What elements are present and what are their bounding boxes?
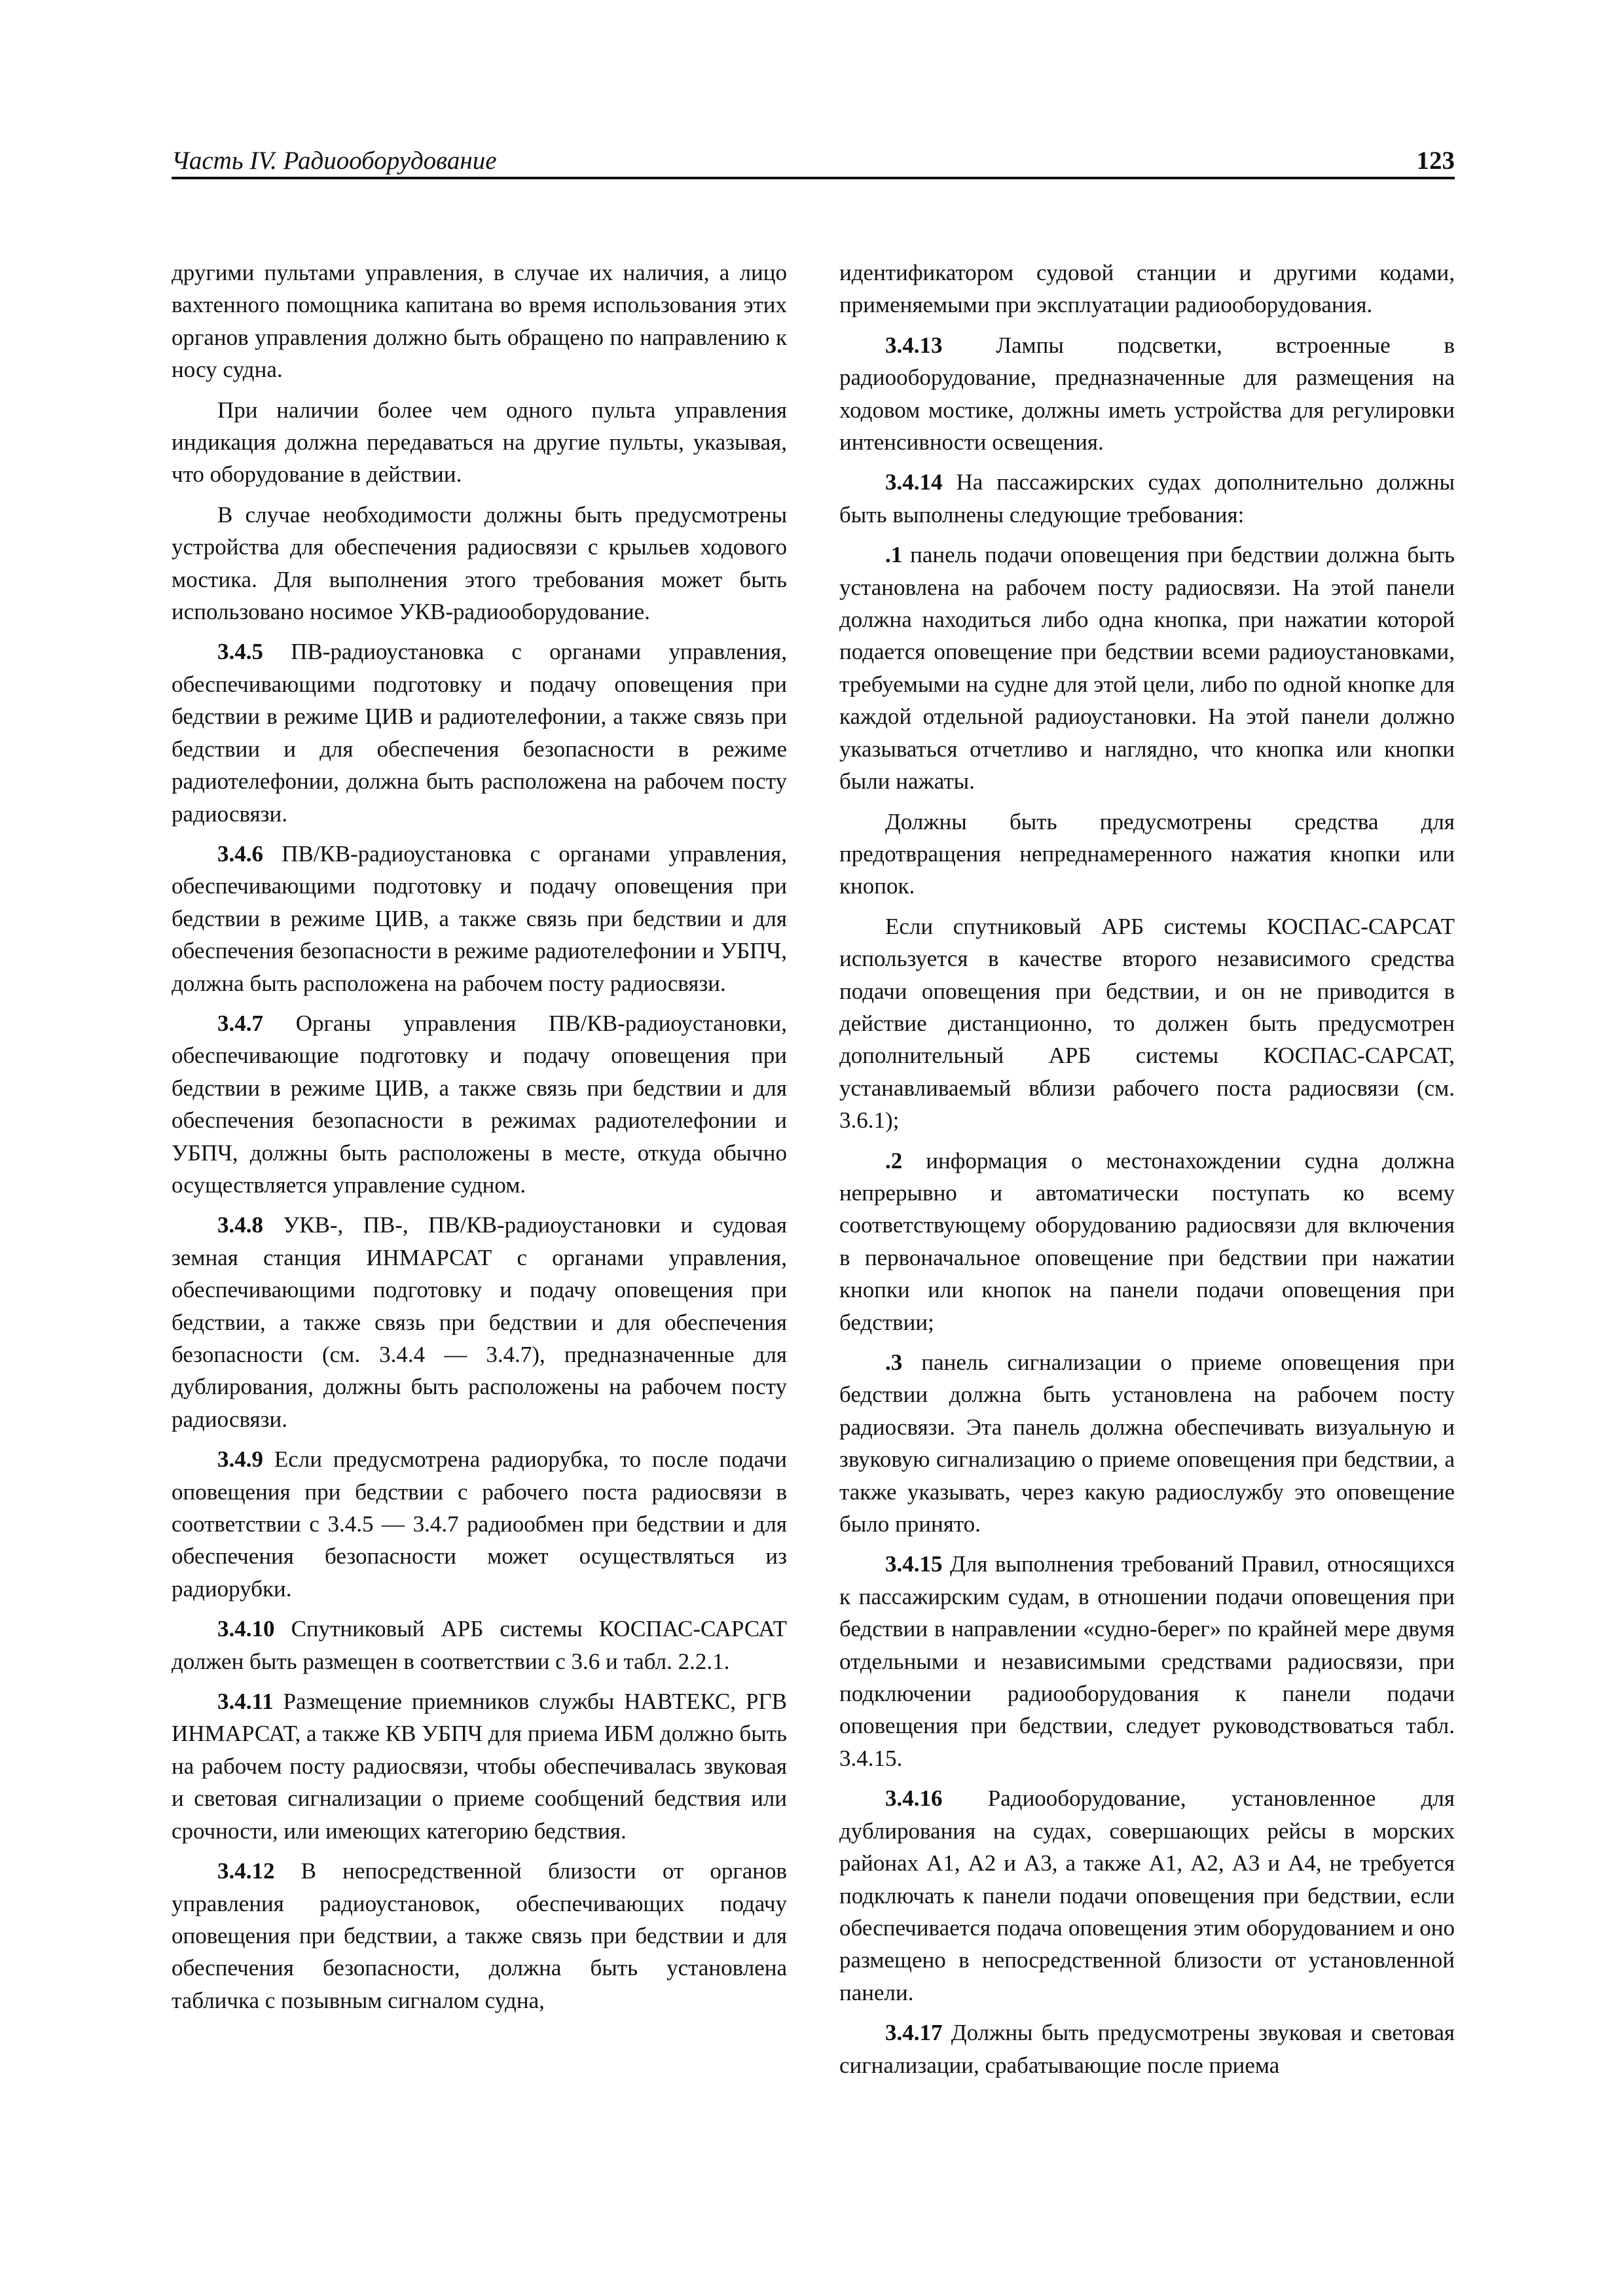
paragraph [172,1613,787,1677]
header-rule [172,177,1455,179]
section-number: 3.4.15 [885,1551,943,1577]
paragraph [839,806,1455,903]
paragraph [172,1685,787,1847]
item-number: .1 [885,542,903,568]
paragraph [172,1007,787,1201]
paragraph [839,257,1455,321]
paragraph [839,1346,1455,1540]
section-number: 3.4.5 [217,639,263,665]
section-number: 3.4.11 [217,1689,274,1715]
paragraph-text: Радиооборудование, установленное для дублирования на судах, совершающих рейсы в морских районах А1, А2 и А3, а также А1, А2, А3 и А4, не требуется подключать к панели подачи оповещения при бедствии, если обеспечивается подача оповещения этим оборудованием и оно размещено в непосредственной близости от установленной панели. [839,1785,1455,2005]
page-number: 123 [1416,147,1455,175]
paragraph [172,1855,787,2017]
paragraph [839,1782,1455,2009]
paragraph [172,257,787,386]
paragraph [839,466,1455,531]
paragraph-text: При наличии более чем одного пульта управления индикация должна передаваться на другие пульты, указывая, что оборудование в действии. [172,397,787,488]
paragraph-text: В случае необходимости должны быть предусмотрены устройства для обеспечения радиосвязи с крыльев ходового мостика. Для выполнения этого требования может быть использовано носимое УКВ-радиооборудование. [172,501,787,625]
section-number: 3.4.10 [217,1616,275,1642]
paragraph-text: Если предусмотрена радиорубка, то после подачи оповещения при бедствии с рабочего поста радиосвязи в соответствии с 3.4.5 — 3.4.7 радиообмен при бедствии и для обеспечения безопасности может осуществляться из радиорубки. [172,1446,787,1602]
paragraph-text: Лампы подсветки, встроенные в радиооборудование, предназначенные для размещения на ходовом мостике, должны иметь устройства для регулировки интенсивности освещения. [839,332,1455,456]
item-number: .3 [885,1350,903,1375]
paragraph [172,838,787,999]
section-number: 3.4.14 [885,469,943,495]
paragraph-text: другими пультами управления, в случае их наличия, а лицо вахтенного помощника капитана во время использования этих органов управления должно быть обращено по направлению к носу судна. [172,260,787,383]
paragraph [839,1548,1455,1774]
paragraph-text: В непосредственной близости от органов управления радиоустановок, обеспечивающих подачу оповещения при бедствии, а также связь при бедствии и для обеспечения безопасности, должна быть установлена табличка с позывным сигналом судна, [172,1858,787,2013]
paragraph-text: Органы управления ПВ/КВ-радиоустановки, обеспечивающие подготовку и подачу оповещения при бедствии в режиме ЦИВ, а также связь при бедствии и для обеспечения безопасности в режимах радиотелефонии и УБПЧ, должны быть расположены в месте, откуда обычно осуществляется управление судном. [172,1010,787,1198]
section-number: 3.4.8 [217,1212,263,1238]
left-column [172,257,787,2024]
paragraph-text: информация о местонахождении судна должна непрерывно и автоматически поступать ко всему соответствующему оборудованию радиосвязи для включения в первоначальное оповещение при бедствии при нажатии кнопки или кнопок на панели подачи оповещения при бедствии; [839,1147,1455,1335]
paragraph-text: панель сигнализации о приеме оповещения при бедствии должна быть установлена на рабочем посту радиосвязи. Эта панель должна обеспечивать визуальную и звуковую сигнализацию о приеме оповещения при бедствии, а также указывать, через какую радиослужбу это оповещение было принято. [839,1350,1455,1537]
paragraph [839,539,1455,797]
section-number: 3.4.12 [217,1858,275,1884]
section-number: 3.4.6 [217,840,263,867]
paragraph [839,1145,1455,1338]
paragraph [172,636,787,829]
item-number: .2 [885,1147,903,1174]
paragraph-text: Спутниковый АРБ системы КОСПАС-САРСАТ должен быть размещен в соответствии с 3.6 и табл. 2.2.1. [172,1616,787,1674]
paragraph [839,910,1455,1137]
paragraph [839,2017,1455,2081]
right-column [839,257,1455,2089]
section-number: 3.4.9 [217,1446,263,1473]
header-title: Часть IV. Радиооборудование [172,147,497,175]
paragraph-text: Должны быть предусмотрены звуковая и световая сигнализации, срабатывающие после приема [839,2020,1455,2078]
section-number: 3.4.16 [885,1785,943,1812]
paragraph [172,394,787,491]
paragraph-text: ПВ/КВ-радиоустановка с органами управления, обеспечивающими подготовку и подачу оповещения при бедствии в режиме ЦИВ, а также связь при бедствии и для обеспечения безопасности в режиме радиотелефонии и УБПЧ, должна быть расположена на рабочем посту радиосвязи. [172,840,787,996]
paragraph [172,1443,787,1605]
running-header [172,145,1455,179]
paragraph-text: Если спутниковый АРБ системы КОСПАС-САРСАТ используется в качестве второго независимого средства подачи оповещения при бедствии, и он не приводится в действие дистанционно, то должен быть предусмотрен дополнительный АРБ системы КОСПАС-САРСАТ, устанавливаемый вблизи рабочего поста радиосвязи (см. 3.6.1); [839,913,1455,1134]
paragraph [172,499,787,628]
paragraph-text: ПВ-радиоустановка с органами управления, обеспечивающими подготовку и подачу оповещения при бедствии в режиме ЦИВ и радиотелефонии, а также связь при бедствии и для обеспечения безопасности в режиме радиотелефонии, должна быть расположена на рабочем посту радиосвязи. [172,639,787,827]
paragraph-text: панель подачи оповещения при бедствии должна быть установлена на рабочем посту радиосвязи. На этой панели должна находиться либо одна кнопка, при нажатии которой подается оповещение при бедствии всеми радиоустановками, требуемыми на судне для этой цели, либо по одной кнопке для каждой отдельной радиоустановки. На этой панели должно указываться отчетливо и наглядно, что кнопка или кнопки были нажаты. [839,542,1455,795]
paragraph-text: Должны быть предусмотрены средства для предотвращения непреднамеренного нажатия кнопки или кнопок. [839,808,1455,899]
paragraph-text: УКВ-, ПВ-, ПВ/КВ-радиоустановки и судовая земная станция ИНМАРСАТ с органами управления, обеспечивающими подготовку и подачу оповещения при бедствии, а также связь при бедствии и для обеспечения безопасности (см. 3.4.4 — 3.4.7), предназначенные для дублирования, должны быть расположены на рабочем посту радиосвязи. [172,1212,787,1432]
paragraph [172,1209,787,1435]
section-number: 3.4.17 [885,2020,943,2046]
section-number: 3.4.13 [885,332,943,358]
paragraph-text: идентификатором судовой станции и другими кодами, применяемыми при эксплуатации радиооборудования. [839,260,1455,318]
paragraph-text: Для выполнения требований Правил, относящихся к пассажирским судам, в отношении подачи оповещения при бедствии в направлении «судно-берег» по крайней мере двумя отдельными и независимыми средствами радиосвязи, при подключении радиооборудования к панели подачи оповещения при бедствии, следует руководствоваться табл. 3.4.15. [839,1551,1455,1771]
paragraph [839,329,1455,459]
paragraph-text: На пассажирских судах дополнительно должны быть выполнены следующие требования: [839,469,1455,528]
section-number: 3.4.7 [217,1010,263,1036]
paragraph-text: Размещение приемников службы НАВТЕКС, РГВ ИНМАРСАТ, а также КВ УБПЧ для приема ИБМ должно быть на рабочем посту радиосвязи, чтобы обеспечивалась звуковая и световая сигнализации о приеме сообщений бедствия или срочности, или имеющих категорию бедствия. [172,1689,787,1844]
